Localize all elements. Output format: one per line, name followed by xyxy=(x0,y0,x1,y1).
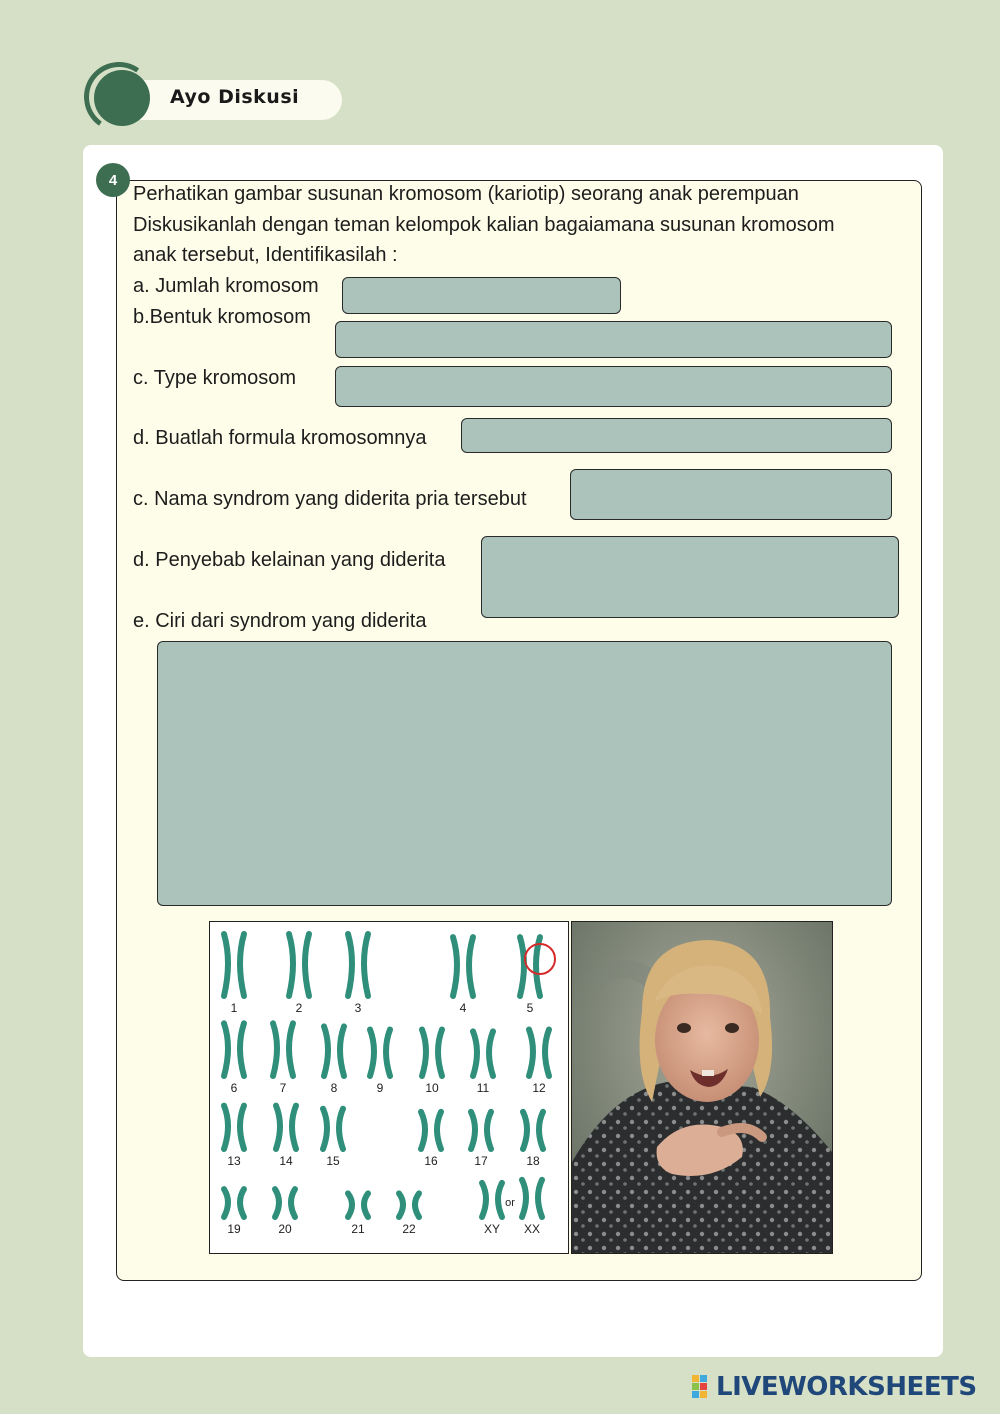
chromosome-8-a xyxy=(324,1026,328,1076)
answer-box-a[interactable] xyxy=(342,277,621,314)
chromosome-19-a xyxy=(224,1189,228,1217)
karyotype-label-4: 4 xyxy=(459,1001,467,1015)
karyotype-label-7: 7 xyxy=(279,1081,287,1095)
chromosome-22-a xyxy=(399,1193,403,1217)
karyotype-label-17: 17 xyxy=(474,1154,488,1168)
chromosome-7-a xyxy=(273,1023,277,1076)
intro-line-2: Diskusikanlah dengan teman kelompok kalian bagaiamana susunan kromosom xyxy=(133,214,835,236)
chromosome-6-a xyxy=(224,1023,228,1076)
chromosome-22-b xyxy=(415,1193,419,1217)
item-a-label: a. Jumlah kromosom xyxy=(133,275,319,297)
karyotype-label-1: 1 xyxy=(230,1001,238,1015)
chromosome-13-b xyxy=(240,1106,244,1149)
header-title: Ayo Diskusi xyxy=(170,86,300,108)
question-number-badge: 4 xyxy=(96,163,130,197)
item-e-label: e. Ciri dari syndrom yang diderita xyxy=(133,610,427,632)
chromosome-19-b xyxy=(240,1189,244,1217)
karyotype-label-21: 21 xyxy=(351,1222,365,1236)
karyotype-label-12: 12 xyxy=(532,1081,546,1095)
chromosome-21-a xyxy=(348,1193,352,1217)
chromosome-17-a xyxy=(471,1112,475,1149)
chromosome-3-a xyxy=(348,934,352,996)
karyotype-label-2: 2 xyxy=(295,1001,303,1015)
karyotype-or-label: or xyxy=(505,1197,515,1209)
chromosome-13-a xyxy=(224,1106,228,1149)
child-photo xyxy=(571,921,833,1254)
answer-box-b[interactable] xyxy=(335,321,892,358)
chromosome-17-b xyxy=(487,1112,491,1149)
chromosome-4-a xyxy=(453,937,457,996)
answer-box-cause[interactable] xyxy=(481,536,899,618)
chromosome-14-b xyxy=(292,1106,296,1149)
chromosome-7-b xyxy=(289,1023,293,1076)
karyotype-label-15: 15 xyxy=(326,1154,340,1168)
chromosome-21-b xyxy=(364,1193,368,1217)
chromosome-16-b xyxy=(437,1112,441,1149)
chromosome-4-b xyxy=(469,937,473,996)
chromosome-9-a xyxy=(370,1030,374,1077)
chromosome-10-b xyxy=(438,1030,442,1077)
karyotype-label-8: 8 xyxy=(330,1081,338,1095)
karyotype-label-16: 16 xyxy=(424,1154,438,1168)
karyotype-label-13: 13 xyxy=(227,1154,241,1168)
chromosome-12-a xyxy=(529,1030,533,1077)
liveworksheets-logo xyxy=(692,1372,977,1402)
chromosome-XX-a xyxy=(522,1180,526,1217)
item-d-label: d. Buatlah formula kromosomnya xyxy=(133,427,427,449)
chromosome-20-b xyxy=(291,1189,295,1217)
chromosome-1-b xyxy=(240,934,244,996)
chromosome-11-a xyxy=(473,1031,477,1076)
chromosome-20-a xyxy=(275,1189,279,1217)
answer-box-characteristics[interactable] xyxy=(157,641,892,906)
karyotype-image xyxy=(209,921,569,1254)
chromosome-11-b xyxy=(489,1031,493,1076)
karyotype-label-XX: XX xyxy=(523,1222,541,1236)
liveworksheets-grid-icon xyxy=(692,1375,716,1399)
answer-box-syndrome-name[interactable] xyxy=(570,469,892,520)
item-c-label: c. Type kromosom xyxy=(133,367,297,389)
chromosome-1-a xyxy=(224,934,228,996)
karyotype-label-10: 10 xyxy=(425,1081,439,1095)
chromosome-6-b xyxy=(240,1023,244,1076)
chromosome-3-b xyxy=(364,934,368,996)
chromosome-16-a xyxy=(421,1112,425,1149)
karyotype-label-5: 5 xyxy=(526,1001,534,1015)
chromosome-10-a xyxy=(422,1030,426,1077)
karyotype-label-6: 6 xyxy=(230,1081,238,1095)
liveworksheets-brand: LIVEWORKSHEETS xyxy=(716,1372,977,1402)
answer-box-d[interactable] xyxy=(461,418,892,453)
karyotype-label-11: 11 xyxy=(476,1081,490,1095)
chromosome-XX-b xyxy=(538,1180,542,1217)
karyotype-label-3: 3 xyxy=(354,1001,362,1015)
chromosome-9-b xyxy=(386,1030,390,1077)
intro-line-1: Perhatikan gambar susunan kromosom (kariotip) seorang anak perempuan xyxy=(133,183,799,205)
chromosome-18-a xyxy=(523,1112,527,1149)
karyotype-label-20: 20 xyxy=(278,1222,292,1236)
child-photo-illustration xyxy=(572,922,832,1253)
karyotype-label-XY: XY xyxy=(483,1222,501,1236)
header-circle-icon xyxy=(94,70,150,126)
item-c2-label: c. Nama syndrom yang diderita pria tersebut xyxy=(133,488,527,510)
answer-box-c[interactable] xyxy=(335,366,892,407)
chromosome-2-a xyxy=(289,934,293,996)
chromosome-18-b xyxy=(539,1112,543,1149)
karyotype-label-22: 22 xyxy=(402,1222,416,1236)
karyotype-label-18: 18 xyxy=(526,1154,540,1168)
chromosome-8-b xyxy=(340,1026,344,1076)
chromosome-15-a xyxy=(323,1109,327,1149)
intro-line-3: anak tersebut, Identifikasilah : xyxy=(133,244,398,266)
chromosome-12-b xyxy=(545,1030,549,1077)
karyotype-svg xyxy=(210,922,567,1252)
item-d2-label: d. Penyebab kelainan yang diderita xyxy=(133,549,446,571)
chromosome-2-b xyxy=(305,934,309,996)
chromosome-14-a xyxy=(276,1106,280,1149)
chromosome-5-a xyxy=(520,937,524,996)
chromosome-5-b xyxy=(536,937,540,996)
karyotype-label-19: 19 xyxy=(227,1222,241,1236)
karyotype-label-14: 14 xyxy=(279,1154,293,1168)
karyotype-label-9: 9 xyxy=(376,1081,384,1095)
chromosome-XY-b xyxy=(498,1183,502,1217)
chromosome-XY-a xyxy=(482,1183,486,1217)
item-b-label: b.Bentuk kromosom xyxy=(133,306,311,328)
chromosome-15-b xyxy=(339,1109,343,1149)
